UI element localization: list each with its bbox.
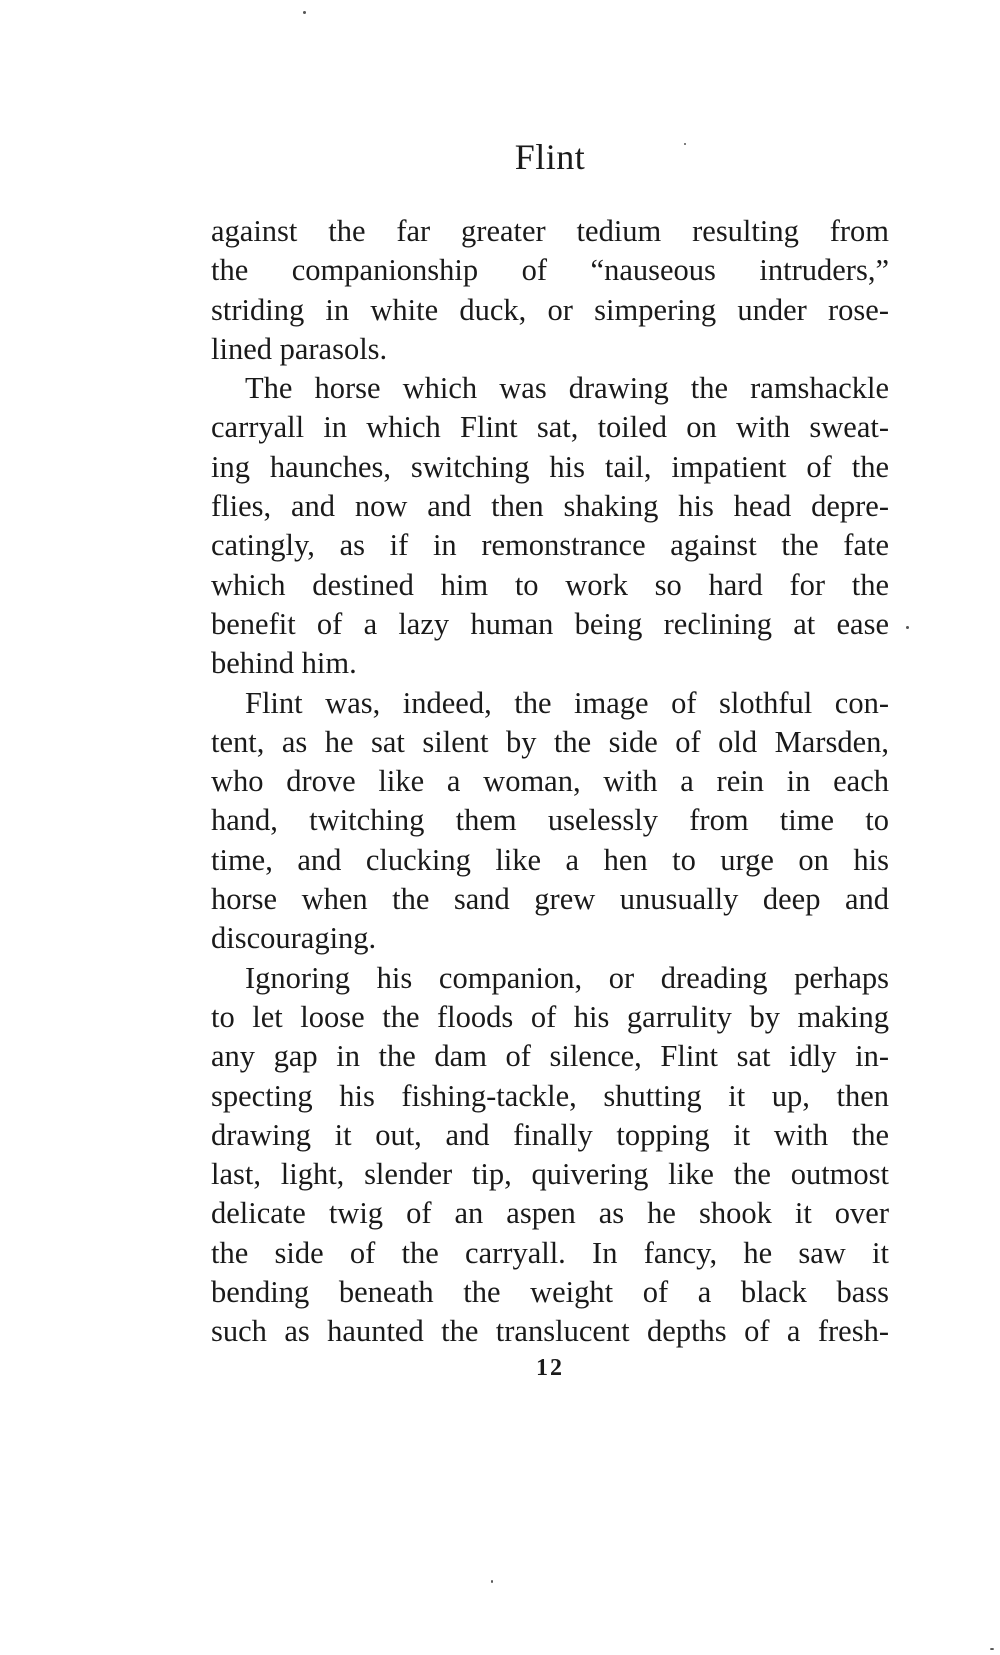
text-line: such as haunted the translucent depths of a fresh- [211,1314,889,1349]
running-title: Flint [514,137,586,177]
text-line: Ignoring his companion, or dreading perhaps [245,960,889,995]
scan-speck [990,1648,994,1650]
body-text [211,212,889,1352]
scan-speck [303,11,306,14]
scan-speck [684,143,686,145]
text-line: specting his fishing-tackle, shutting it up, then [211,1078,889,1113]
text-line: against the far greater tedium resulting from [211,214,889,248]
text-line: The horse which was drawing the ramshackle [245,371,889,406]
text-line: who drove like a woman, with a rein in each [211,764,889,799]
text-line: horse when the sand grew unusually deep and [211,882,889,917]
text-line: drawing it out, and finally topping it with the [211,1117,889,1152]
text-line: striding in white duck, or simpering under rose- [211,292,889,327]
text-line: hand, twitching them uselessly from time to [211,803,889,838]
text-line: flies, and now and then shaking his head depre- [211,489,889,524]
text-line: the companionship of “nauseous intruders,” [211,253,889,288]
paragraph-1 [211,212,889,369]
text-line: carryall in which Flint sat, toiled on with sweat- [211,410,889,445]
text-line: delicate twig of an aspen as he shook it over [211,1196,889,1231]
text-line: catingly, as if in remonstrance against the fate [211,528,889,563]
text-line: last, light, slender tip, quivering like the outmost [211,1157,889,1192]
text-line: which destined him to work so hard for the [211,567,889,602]
text-line: Flint was, indeed, the image of slothful con- [245,685,889,720]
scan-speck [906,626,909,629]
text-line: discouraging. [211,921,377,956]
text-line: ing haunches, switching his tail, impatient of the [211,449,889,484]
paragraph-3 [211,684,889,959]
text-line: to let loose the floods of his garrulity by making [211,999,889,1034]
text-line: bending beneath the weight of a black bass [211,1275,889,1310]
text-line: the side of the carryall. In fancy, he saw it [211,1235,889,1270]
paragraph-2 [211,369,889,683]
paragraph-4 [211,959,889,1352]
scan-speck [491,1580,493,1583]
text-line: lined parasols. [211,331,388,366]
text-line: any gap in the dam of silence, Flint sat idly in- [211,1039,889,1074]
text-line: tent, as he sat silent by the side of old Marsden, [211,724,889,759]
text-line: time, and clucking like a hen to urge on his [211,842,889,877]
text-line: behind him. [211,646,357,681]
text-line: benefit of a lazy human being reclining at ease [211,606,889,641]
page-number: 12 [536,1355,564,1381]
